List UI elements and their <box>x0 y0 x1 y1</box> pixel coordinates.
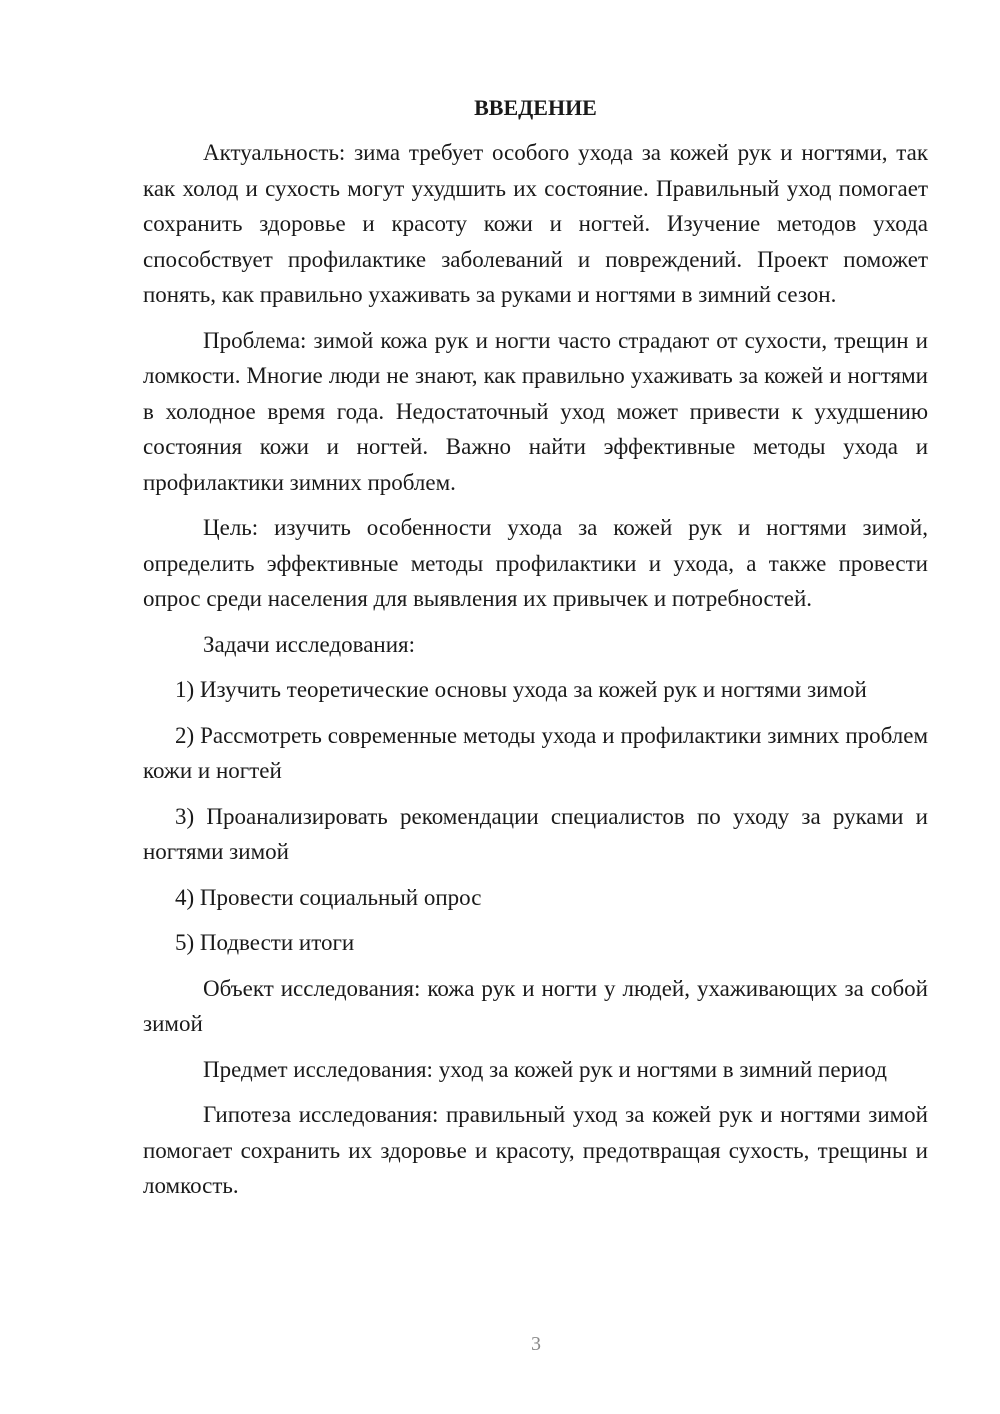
task-item-2: 2) Рассмотреть современные методы ухода и профилактики зимних проблем кожи и ногтей <box>143 722 928 783</box>
section-title: ВВЕДЕНИЕ <box>474 95 597 120</box>
paragraph-object: Объект исследования: кожа рук и ногти у людей, ухаживающих за собой зимой <box>143 975 928 1036</box>
paragraph-problem: Проблема: зимой кожа рук и ногти часто страдают от сухости, трещин и ломкости. Многие люди не знают, как правильно ухаживать за кожей и ногтями в холодное время года. Недостаточный уход может привести к ухудшению состояния кожи и ногтей. Важно найти эффективные методы ухода и профилактики зимних проблем. <box>143 327 928 495</box>
paragraph-subject: Предмет исследования: уход за кожей рук и ногтями в зимний период <box>203 1056 887 1082</box>
page-number: 3 <box>531 1333 541 1355</box>
paragraph-goal: Цель: изучить особенности ухода за кожей рук и ногтями зимой, определить эффективные методы профилактики и ухода, а также провести опрос среди населения для выявления их привычек и потребностей. <box>143 515 928 611</box>
paragraph-hypothesis: Гипотеза исследования: правильный уход за кожей рук и ногтями зимой помогает сохранить их здоровье и красоту, предотвращая сухость, трещины и ломкость. <box>143 1102 928 1198</box>
page-content <box>143 90 928 1214</box>
task-item-3: 3) Проанализировать рекомендации специалистов по уходу за руками и ногтями зимой <box>143 803 928 864</box>
paragraph-tasks-heading: Задачи исследования: <box>203 631 416 657</box>
task-item-1: 1) Изучить теоретические основы ухода за кожей рук и ногтями зимой <box>175 677 867 702</box>
task-item-5: 5) Подвести итоги <box>175 930 355 955</box>
task-item-4: 4) Провести социальный опрос <box>175 884 482 910</box>
paragraph-relevance: Актуальность: зима требует особого ухода за кожей рук и ногтями, так как холод и сухость могут ухудшить их состояние. Правильный уход помогает сохранить здоровье и красоту кожи и ногтей. Изучение методов ухода способствует профилактике заболеваний и повреждений. Проект поможет понять, как правильно ухаживать за руками и ногтями в зимний сезон. <box>143 140 928 307</box>
